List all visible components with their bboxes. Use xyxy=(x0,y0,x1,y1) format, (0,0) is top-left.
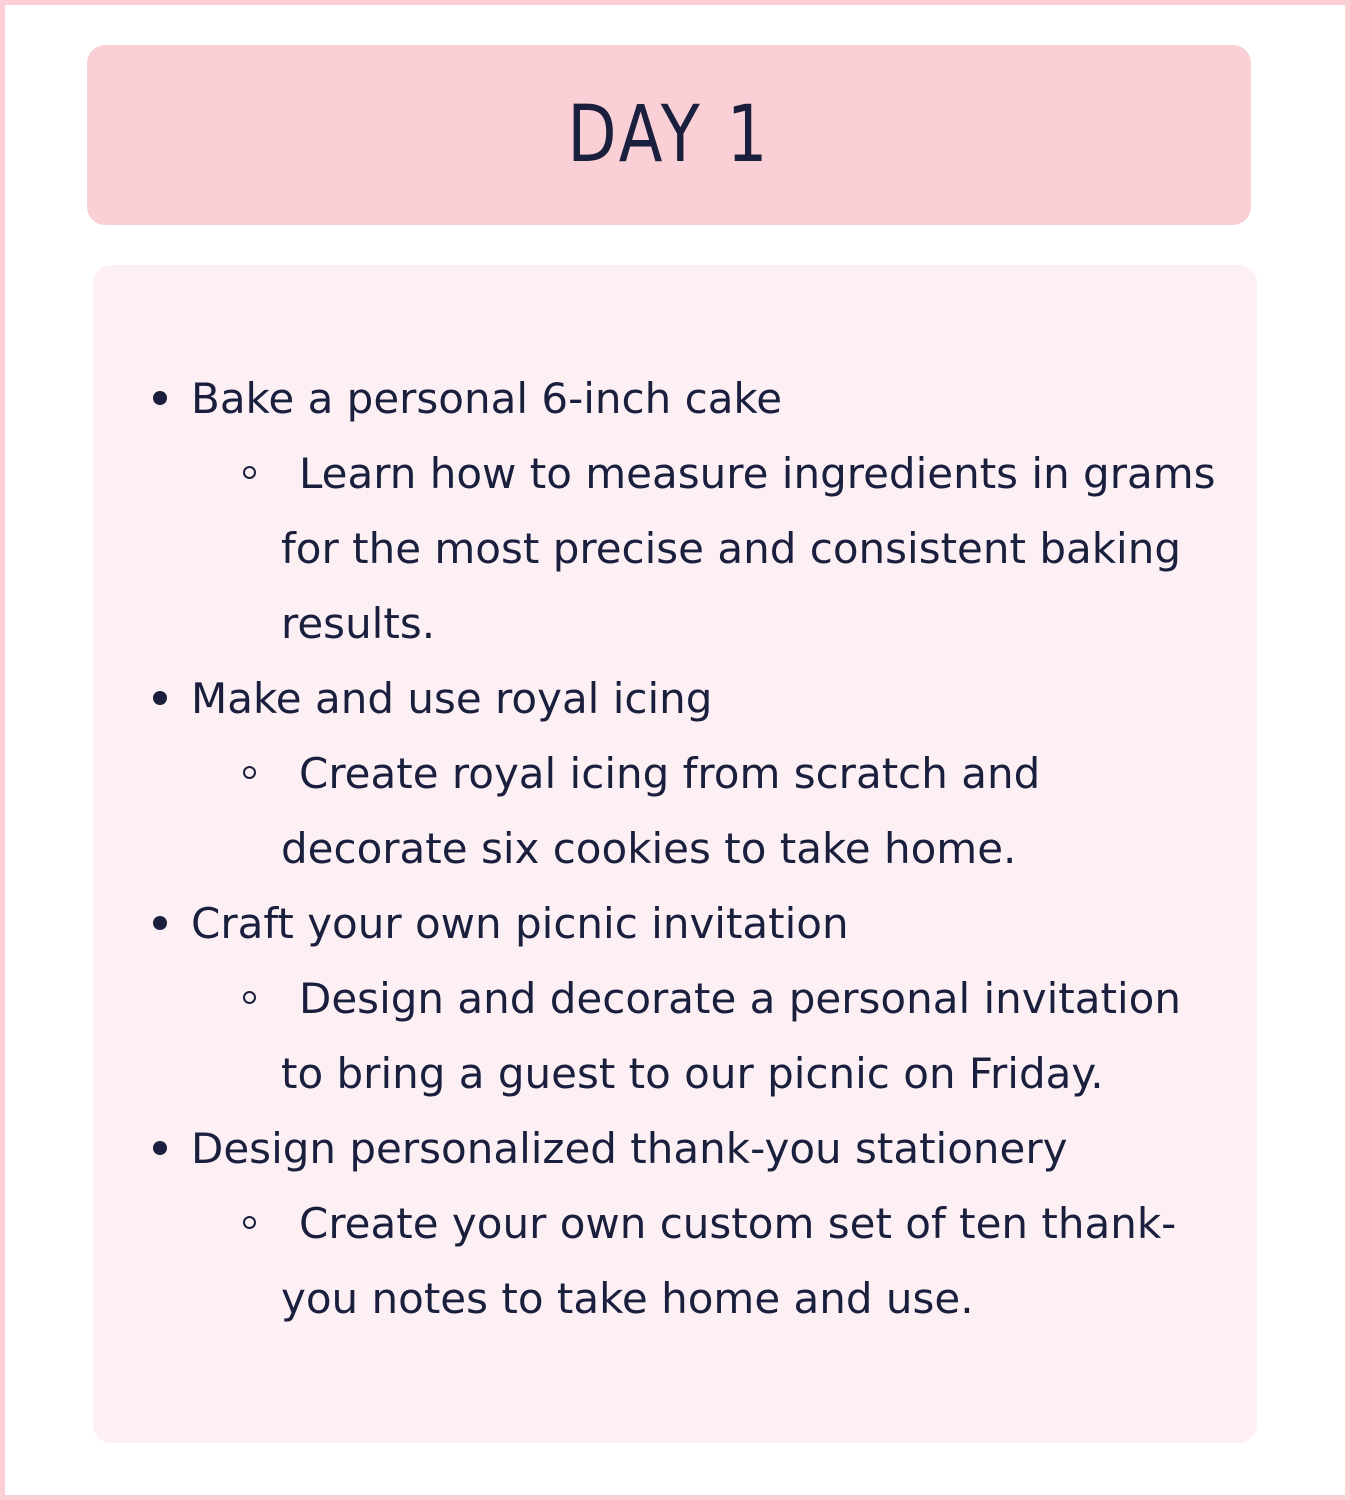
activity-list xyxy=(93,265,1257,1443)
bullet-icon xyxy=(153,1141,167,1155)
page-title: DAY 1 xyxy=(567,90,771,180)
activity-label: Make and use royal icing xyxy=(191,674,713,723)
activity-detail: Design and decorate a personal invitation to bring a guest to our picnic on Friday. xyxy=(281,974,1181,1098)
activity-label: Design personalized thank-you stationery xyxy=(191,1124,1068,1173)
sub-bullet-icon xyxy=(243,766,256,779)
activity-label: Craft your own picnic invitation xyxy=(191,899,849,948)
day-header xyxy=(87,45,1251,225)
bullet-icon xyxy=(153,391,167,405)
activity-detail: Create royal icing from scratch and decorate six cookies to take home. xyxy=(281,749,1041,873)
sub-bullet-icon xyxy=(243,466,256,479)
bullet-icon xyxy=(153,916,167,930)
sub-bullet-icon xyxy=(243,991,256,1004)
activity-label: Bake a personal 6-inch cake xyxy=(191,374,783,423)
activity-detail: Create your own custom set of ten thank-you notes to take home and use. xyxy=(281,1199,1177,1323)
activity-panel xyxy=(93,265,1257,1443)
activity-detail: Learn how to measure ingredients in grams for the most precise and consistent baking results. xyxy=(281,449,1216,648)
bullet-icon xyxy=(153,691,167,705)
sub-bullet-icon xyxy=(243,1216,256,1229)
